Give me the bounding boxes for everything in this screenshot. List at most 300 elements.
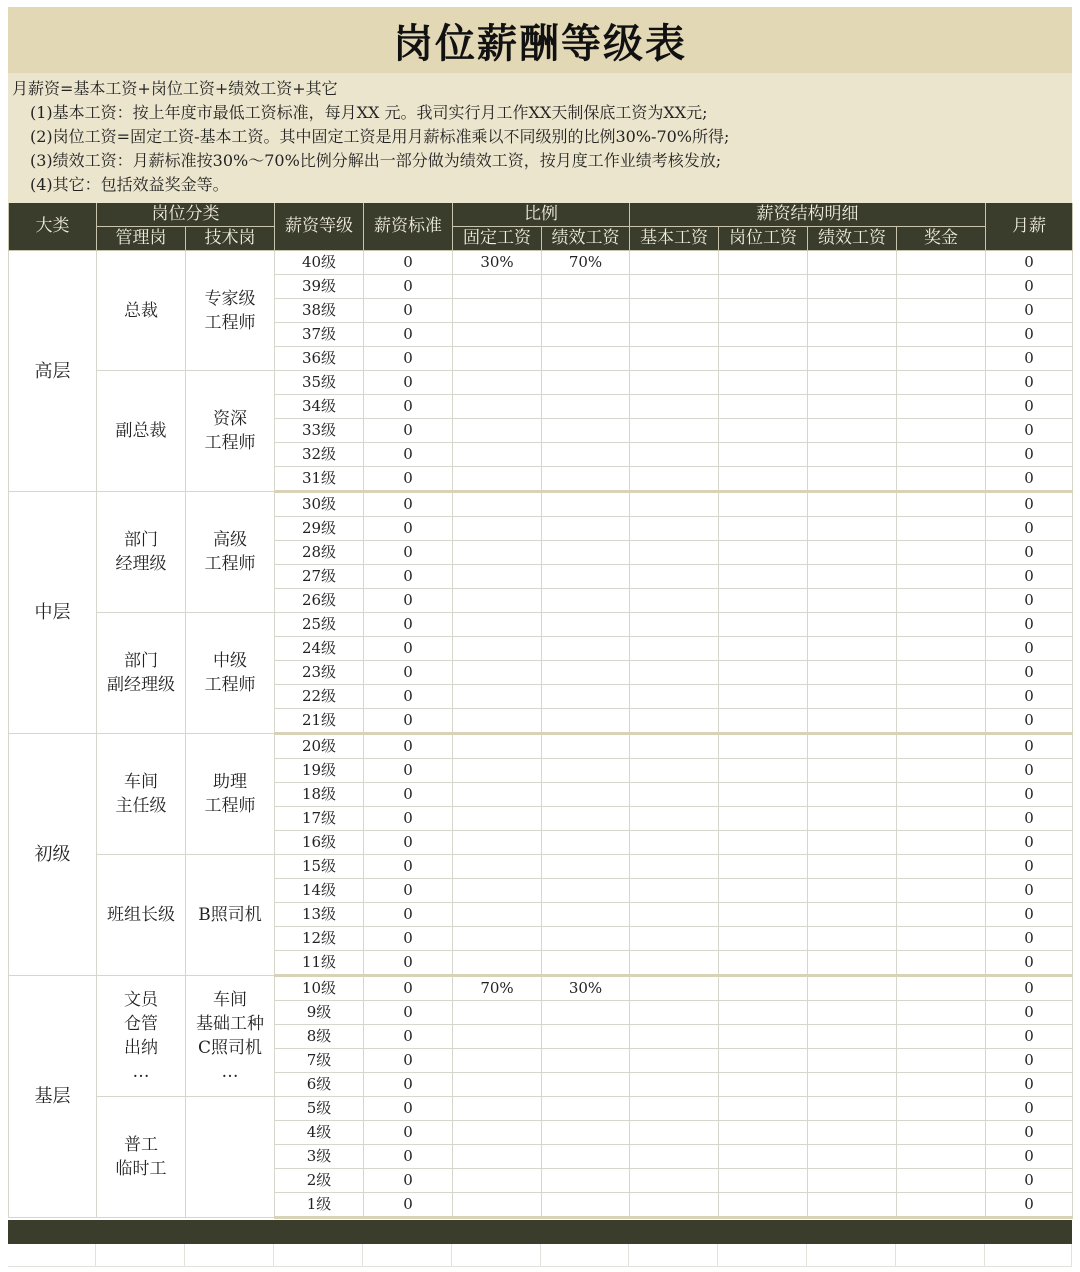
grade-cell[interactable]: 39级 (275, 275, 364, 299)
performance-salary-cell[interactable] (808, 709, 897, 734)
position-salary-cell[interactable] (719, 323, 808, 347)
grade-cell[interactable]: 34级 (275, 395, 364, 419)
basic-salary-cell[interactable] (630, 1193, 719, 1218)
position-salary-cell[interactable] (719, 831, 808, 855)
fixed-ratio-cell[interactable] (453, 323, 542, 347)
basic-salary-cell[interactable] (630, 1169, 719, 1193)
grade-cell[interactable]: 24级 (275, 637, 364, 661)
monthly-cell[interactable]: 0 (986, 251, 1073, 275)
grade-cell[interactable]: 17级 (275, 807, 364, 831)
basic-salary-cell[interactable] (630, 903, 719, 927)
bonus-cell[interactable] (897, 1193, 986, 1218)
grade-cell[interactable]: 19级 (275, 759, 364, 783)
monthly-cell[interactable]: 0 (986, 951, 1073, 976)
monthly-cell[interactable]: 0 (986, 734, 1073, 759)
performance-salary-cell[interactable] (808, 855, 897, 879)
monthly-cell[interactable]: 0 (986, 613, 1073, 637)
fixed-ratio-cell[interactable] (453, 613, 542, 637)
monthly-cell[interactable]: 0 (986, 807, 1073, 831)
position-salary-cell[interactable] (719, 759, 808, 783)
bonus-cell[interactable] (897, 467, 986, 492)
fixed-ratio-cell[interactable] (453, 1121, 542, 1145)
basic-salary-cell[interactable] (630, 492, 719, 517)
performance-ratio-cell[interactable] (542, 951, 630, 976)
position-salary-cell[interactable] (719, 347, 808, 371)
position-salary-cell[interactable] (719, 661, 808, 685)
standard-cell[interactable]: 0 (364, 734, 453, 759)
bonus-cell[interactable] (897, 347, 986, 371)
performance-salary-cell[interactable] (808, 951, 897, 976)
bonus-cell[interactable] (897, 1001, 986, 1025)
fixed-ratio-cell[interactable]: 70% (453, 976, 542, 1001)
performance-salary-cell[interactable] (808, 613, 897, 637)
fixed-ratio-cell[interactable] (453, 951, 542, 976)
performance-salary-cell[interactable] (808, 299, 897, 323)
grade-cell[interactable]: 38级 (275, 299, 364, 323)
position-salary-cell[interactable] (719, 613, 808, 637)
monthly-cell[interactable]: 0 (986, 709, 1073, 734)
standard-cell[interactable]: 0 (364, 613, 453, 637)
monthly-cell[interactable]: 0 (986, 299, 1073, 323)
fixed-ratio-cell[interactable] (453, 565, 542, 589)
fixed-ratio-cell[interactable] (453, 831, 542, 855)
monthly-cell[interactable]: 0 (986, 275, 1073, 299)
position-salary-cell[interactable] (719, 299, 808, 323)
bonus-cell[interactable] (897, 807, 986, 831)
fixed-ratio-cell[interactable]: 30% (453, 251, 542, 275)
grade-cell[interactable]: 1级 (275, 1193, 364, 1218)
grade-cell[interactable]: 4级 (275, 1121, 364, 1145)
bonus-cell[interactable] (897, 1121, 986, 1145)
fixed-ratio-cell[interactable] (453, 855, 542, 879)
basic-salary-cell[interactable] (630, 299, 719, 323)
standard-cell[interactable]: 0 (364, 1121, 453, 1145)
monthly-cell[interactable]: 0 (986, 976, 1073, 1001)
fixed-ratio-cell[interactable] (453, 1073, 542, 1097)
standard-cell[interactable]: 0 (364, 541, 453, 565)
performance-salary-cell[interactable] (808, 1025, 897, 1049)
basic-salary-cell[interactable] (630, 1121, 719, 1145)
fixed-ratio-cell[interactable] (453, 709, 542, 734)
standard-cell[interactable]: 0 (364, 517, 453, 541)
standard-cell[interactable]: 0 (364, 1193, 453, 1218)
performance-ratio-cell[interactable] (542, 927, 630, 951)
grade-cell[interactable]: 23级 (275, 661, 364, 685)
performance-salary-cell[interactable] (808, 323, 897, 347)
performance-salary-cell[interactable] (808, 1193, 897, 1218)
standard-cell[interactable]: 0 (364, 1145, 453, 1169)
monthly-cell[interactable]: 0 (986, 395, 1073, 419)
performance-ratio-cell[interactable] (542, 1097, 630, 1121)
fixed-ratio-cell[interactable] (453, 661, 542, 685)
position-salary-cell[interactable] (719, 1193, 808, 1218)
bonus-cell[interactable] (897, 855, 986, 879)
grade-cell[interactable]: 31级 (275, 467, 364, 492)
fixed-ratio-cell[interactable] (453, 299, 542, 323)
grade-cell[interactable]: 6级 (275, 1073, 364, 1097)
performance-ratio-cell[interactable] (542, 637, 630, 661)
performance-ratio-cell[interactable] (542, 734, 630, 759)
position-salary-cell[interactable] (719, 1145, 808, 1169)
monthly-cell[interactable]: 0 (986, 1025, 1073, 1049)
fixed-ratio-cell[interactable] (453, 1193, 542, 1218)
monthly-cell[interactable]: 0 (986, 831, 1073, 855)
monthly-cell[interactable]: 0 (986, 1145, 1073, 1169)
position-salary-cell[interactable] (719, 951, 808, 976)
fixed-ratio-cell[interactable] (453, 589, 542, 613)
fixed-ratio-cell[interactable] (453, 759, 542, 783)
position-salary-cell[interactable] (719, 1025, 808, 1049)
performance-ratio-cell[interactable] (542, 1193, 630, 1218)
basic-salary-cell[interactable] (630, 976, 719, 1001)
basic-salary-cell[interactable] (630, 323, 719, 347)
basic-salary-cell[interactable] (630, 637, 719, 661)
grade-cell[interactable]: 32级 (275, 443, 364, 467)
basic-salary-cell[interactable] (630, 951, 719, 976)
performance-salary-cell[interactable] (808, 1169, 897, 1193)
position-salary-cell[interactable] (719, 927, 808, 951)
monthly-cell[interactable]: 0 (986, 565, 1073, 589)
bonus-cell[interactable] (897, 1025, 986, 1049)
performance-salary-cell[interactable] (808, 419, 897, 443)
bonus-cell[interactable] (897, 831, 986, 855)
performance-ratio-cell[interactable] (542, 685, 630, 709)
standard-cell[interactable]: 0 (364, 759, 453, 783)
grade-cell[interactable]: 40级 (275, 251, 364, 275)
standard-cell[interactable]: 0 (364, 492, 453, 517)
performance-salary-cell[interactable] (808, 517, 897, 541)
grade-cell[interactable]: 16级 (275, 831, 364, 855)
performance-salary-cell[interactable] (808, 1073, 897, 1097)
grade-cell[interactable]: 35级 (275, 371, 364, 395)
performance-ratio-cell[interactable] (542, 419, 630, 443)
grade-cell[interactable]: 11级 (275, 951, 364, 976)
bonus-cell[interactable] (897, 492, 986, 517)
basic-salary-cell[interactable] (630, 541, 719, 565)
performance-ratio-cell[interactable] (542, 661, 630, 685)
basic-salary-cell[interactable] (630, 807, 719, 831)
standard-cell[interactable]: 0 (364, 709, 453, 734)
performance-ratio-cell[interactable] (542, 903, 630, 927)
standard-cell[interactable]: 0 (364, 976, 453, 1001)
basic-salary-cell[interactable] (630, 613, 719, 637)
standard-cell[interactable]: 0 (364, 951, 453, 976)
performance-salary-cell[interactable] (808, 661, 897, 685)
position-salary-cell[interactable] (719, 443, 808, 467)
performance-ratio-cell[interactable] (542, 879, 630, 903)
bonus-cell[interactable] (897, 951, 986, 976)
fixed-ratio-cell[interactable] (453, 1049, 542, 1073)
position-salary-cell[interactable] (719, 589, 808, 613)
position-salary-cell[interactable] (719, 517, 808, 541)
performance-ratio-cell[interactable] (542, 299, 630, 323)
position-salary-cell[interactable] (719, 492, 808, 517)
performance-salary-cell[interactable] (808, 807, 897, 831)
performance-salary-cell[interactable] (808, 685, 897, 709)
performance-ratio-cell[interactable] (542, 492, 630, 517)
performance-ratio-cell[interactable] (542, 371, 630, 395)
fixed-ratio-cell[interactable] (453, 734, 542, 759)
performance-ratio-cell[interactable] (542, 1073, 630, 1097)
position-salary-cell[interactable] (719, 395, 808, 419)
position-salary-cell[interactable] (719, 685, 808, 709)
standard-cell[interactable]: 0 (364, 927, 453, 951)
performance-ratio-cell[interactable] (542, 783, 630, 807)
grade-cell[interactable]: 25级 (275, 613, 364, 637)
position-salary-cell[interactable] (719, 419, 808, 443)
bonus-cell[interactable] (897, 299, 986, 323)
standard-cell[interactable]: 0 (364, 443, 453, 467)
grade-cell[interactable]: 2级 (275, 1169, 364, 1193)
standard-cell[interactable]: 0 (364, 467, 453, 492)
grade-cell[interactable]: 15级 (275, 855, 364, 879)
grade-cell[interactable]: 13级 (275, 903, 364, 927)
fixed-ratio-cell[interactable] (453, 395, 542, 419)
basic-salary-cell[interactable] (630, 1001, 719, 1025)
position-salary-cell[interactable] (719, 879, 808, 903)
standard-cell[interactable]: 0 (364, 1073, 453, 1097)
monthly-cell[interactable]: 0 (986, 419, 1073, 443)
fixed-ratio-cell[interactable] (453, 637, 542, 661)
position-salary-cell[interactable] (719, 855, 808, 879)
monthly-cell[interactable]: 0 (986, 443, 1073, 467)
performance-ratio-cell[interactable] (542, 1169, 630, 1193)
performance-salary-cell[interactable] (808, 637, 897, 661)
standard-cell[interactable]: 0 (364, 661, 453, 685)
monthly-cell[interactable]: 0 (986, 517, 1073, 541)
grade-cell[interactable]: 21级 (275, 709, 364, 734)
position-salary-cell[interactable] (719, 709, 808, 734)
bonus-cell[interactable] (897, 565, 986, 589)
basic-salary-cell[interactable] (630, 275, 719, 299)
fixed-ratio-cell[interactable] (453, 903, 542, 927)
basic-salary-cell[interactable] (630, 251, 719, 275)
basic-salary-cell[interactable] (630, 565, 719, 589)
monthly-cell[interactable]: 0 (986, 1193, 1073, 1218)
position-salary-cell[interactable] (719, 1049, 808, 1073)
performance-ratio-cell[interactable] (542, 807, 630, 831)
grade-cell[interactable]: 37级 (275, 323, 364, 347)
basic-salary-cell[interactable] (630, 467, 719, 492)
grade-cell[interactable]: 33级 (275, 419, 364, 443)
fixed-ratio-cell[interactable] (453, 1001, 542, 1025)
monthly-cell[interactable]: 0 (986, 323, 1073, 347)
basic-salary-cell[interactable] (630, 1025, 719, 1049)
standard-cell[interactable]: 0 (364, 1025, 453, 1049)
monthly-cell[interactable]: 0 (986, 783, 1073, 807)
basic-salary-cell[interactable] (630, 347, 719, 371)
position-salary-cell[interactable] (719, 541, 808, 565)
monthly-cell[interactable]: 0 (986, 927, 1073, 951)
monthly-cell[interactable]: 0 (986, 1121, 1073, 1145)
standard-cell[interactable]: 0 (364, 347, 453, 371)
basic-salary-cell[interactable] (630, 927, 719, 951)
standard-cell[interactable]: 0 (364, 419, 453, 443)
basic-salary-cell[interactable] (630, 517, 719, 541)
performance-salary-cell[interactable] (808, 1049, 897, 1073)
basic-salary-cell[interactable] (630, 1073, 719, 1097)
basic-salary-cell[interactable] (630, 1097, 719, 1121)
performance-ratio-cell[interactable] (542, 709, 630, 734)
standard-cell[interactable]: 0 (364, 275, 453, 299)
position-salary-cell[interactable] (719, 1001, 808, 1025)
fixed-ratio-cell[interactable] (453, 1169, 542, 1193)
basic-salary-cell[interactable] (630, 589, 719, 613)
basic-salary-cell[interactable] (630, 855, 719, 879)
grade-cell[interactable]: 10级 (275, 976, 364, 1001)
performance-salary-cell[interactable] (808, 903, 897, 927)
performance-salary-cell[interactable] (808, 927, 897, 951)
bonus-cell[interactable] (897, 709, 986, 734)
position-salary-cell[interactable] (719, 903, 808, 927)
performance-salary-cell[interactable] (808, 589, 897, 613)
performance-ratio-cell[interactable] (542, 831, 630, 855)
bonus-cell[interactable] (897, 976, 986, 1001)
monthly-cell[interactable]: 0 (986, 371, 1073, 395)
performance-ratio-cell[interactable] (542, 855, 630, 879)
performance-salary-cell[interactable] (808, 347, 897, 371)
monthly-cell[interactable]: 0 (986, 1001, 1073, 1025)
position-salary-cell[interactable] (719, 371, 808, 395)
monthly-cell[interactable]: 0 (986, 879, 1073, 903)
grade-cell[interactable]: 8级 (275, 1025, 364, 1049)
grade-cell[interactable]: 22级 (275, 685, 364, 709)
bonus-cell[interactable] (897, 927, 986, 951)
fixed-ratio-cell[interactable] (453, 492, 542, 517)
fixed-ratio-cell[interactable] (453, 685, 542, 709)
performance-ratio-cell[interactable] (542, 323, 630, 347)
monthly-cell[interactable]: 0 (986, 1169, 1073, 1193)
standard-cell[interactable]: 0 (364, 251, 453, 275)
fixed-ratio-cell[interactable] (453, 879, 542, 903)
bonus-cell[interactable] (897, 323, 986, 347)
basic-salary-cell[interactable] (630, 443, 719, 467)
bonus-cell[interactable] (897, 613, 986, 637)
basic-salary-cell[interactable] (630, 661, 719, 685)
grade-cell[interactable]: 36级 (275, 347, 364, 371)
performance-salary-cell[interactable] (808, 831, 897, 855)
basic-salary-cell[interactable] (630, 709, 719, 734)
fixed-ratio-cell[interactable] (453, 419, 542, 443)
monthly-cell[interactable]: 0 (986, 541, 1073, 565)
performance-ratio-cell[interactable] (542, 759, 630, 783)
performance-ratio-cell[interactable] (542, 467, 630, 492)
standard-cell[interactable]: 0 (364, 903, 453, 927)
monthly-cell[interactable]: 0 (986, 1097, 1073, 1121)
performance-ratio-cell[interactable] (542, 347, 630, 371)
performance-ratio-cell[interactable] (542, 1025, 630, 1049)
performance-salary-cell[interactable] (808, 443, 897, 467)
performance-ratio-cell[interactable] (542, 1121, 630, 1145)
performance-salary-cell[interactable] (808, 275, 897, 299)
monthly-cell[interactable]: 0 (986, 855, 1073, 879)
monthly-cell[interactable]: 0 (986, 347, 1073, 371)
performance-salary-cell[interactable] (808, 1097, 897, 1121)
grade-cell[interactable]: 7级 (275, 1049, 364, 1073)
position-salary-cell[interactable] (719, 1073, 808, 1097)
grade-cell[interactable]: 3级 (275, 1145, 364, 1169)
grade-cell[interactable]: 9级 (275, 1001, 364, 1025)
position-salary-cell[interactable] (719, 565, 808, 589)
fixed-ratio-cell[interactable] (453, 347, 542, 371)
bonus-cell[interactable] (897, 395, 986, 419)
performance-ratio-cell[interactable] (542, 275, 630, 299)
performance-salary-cell[interactable] (808, 541, 897, 565)
standard-cell[interactable]: 0 (364, 783, 453, 807)
standard-cell[interactable]: 0 (364, 807, 453, 831)
bonus-cell[interactable] (897, 783, 986, 807)
bonus-cell[interactable] (897, 1073, 986, 1097)
performance-ratio-cell[interactable] (542, 613, 630, 637)
bonus-cell[interactable] (897, 443, 986, 467)
standard-cell[interactable]: 0 (364, 637, 453, 661)
position-salary-cell[interactable] (719, 1097, 808, 1121)
standard-cell[interactable]: 0 (364, 879, 453, 903)
standard-cell[interactable]: 0 (364, 1049, 453, 1073)
standard-cell[interactable]: 0 (364, 1001, 453, 1025)
fixed-ratio-cell[interactable] (453, 927, 542, 951)
position-salary-cell[interactable] (719, 783, 808, 807)
performance-ratio-cell[interactable] (542, 589, 630, 613)
standard-cell[interactable]: 0 (364, 299, 453, 323)
basic-salary-cell[interactable] (630, 1145, 719, 1169)
performance-salary-cell[interactable] (808, 565, 897, 589)
position-salary-cell[interactable] (719, 275, 808, 299)
basic-salary-cell[interactable] (630, 1049, 719, 1073)
bonus-cell[interactable] (897, 419, 986, 443)
performance-ratio-cell[interactable]: 30% (542, 976, 630, 1001)
bonus-cell[interactable] (897, 589, 986, 613)
fixed-ratio-cell[interactable] (453, 275, 542, 299)
monthly-cell[interactable]: 0 (986, 903, 1073, 927)
bonus-cell[interactable] (897, 371, 986, 395)
bonus-cell[interactable] (897, 637, 986, 661)
bonus-cell[interactable] (897, 879, 986, 903)
bonus-cell[interactable] (897, 661, 986, 685)
performance-ratio-cell[interactable] (542, 517, 630, 541)
monthly-cell[interactable]: 0 (986, 1073, 1073, 1097)
grade-cell[interactable]: 29级 (275, 517, 364, 541)
performance-salary-cell[interactable] (808, 1001, 897, 1025)
position-salary-cell[interactable] (719, 734, 808, 759)
performance-salary-cell[interactable] (808, 879, 897, 903)
bonus-cell[interactable] (897, 903, 986, 927)
position-salary-cell[interactable] (719, 1121, 808, 1145)
position-salary-cell[interactable] (719, 637, 808, 661)
grade-cell[interactable]: 12级 (275, 927, 364, 951)
performance-salary-cell[interactable] (808, 1145, 897, 1169)
performance-salary-cell[interactable] (808, 783, 897, 807)
fixed-ratio-cell[interactable] (453, 517, 542, 541)
basic-salary-cell[interactable] (630, 759, 719, 783)
monthly-cell[interactable]: 0 (986, 759, 1073, 783)
basic-salary-cell[interactable] (630, 419, 719, 443)
performance-salary-cell[interactable] (808, 371, 897, 395)
grade-cell[interactable]: 20级 (275, 734, 364, 759)
monthly-cell[interactable]: 0 (986, 685, 1073, 709)
grade-cell[interactable]: 27级 (275, 565, 364, 589)
fixed-ratio-cell[interactable] (453, 1097, 542, 1121)
basic-salary-cell[interactable] (630, 831, 719, 855)
grade-cell[interactable]: 5级 (275, 1097, 364, 1121)
bonus-cell[interactable] (897, 1097, 986, 1121)
monthly-cell[interactable]: 0 (986, 589, 1073, 613)
performance-ratio-cell[interactable] (542, 541, 630, 565)
fixed-ratio-cell[interactable] (453, 443, 542, 467)
monthly-cell[interactable]: 0 (986, 661, 1073, 685)
monthly-cell[interactable]: 0 (986, 637, 1073, 661)
position-salary-cell[interactable] (719, 807, 808, 831)
